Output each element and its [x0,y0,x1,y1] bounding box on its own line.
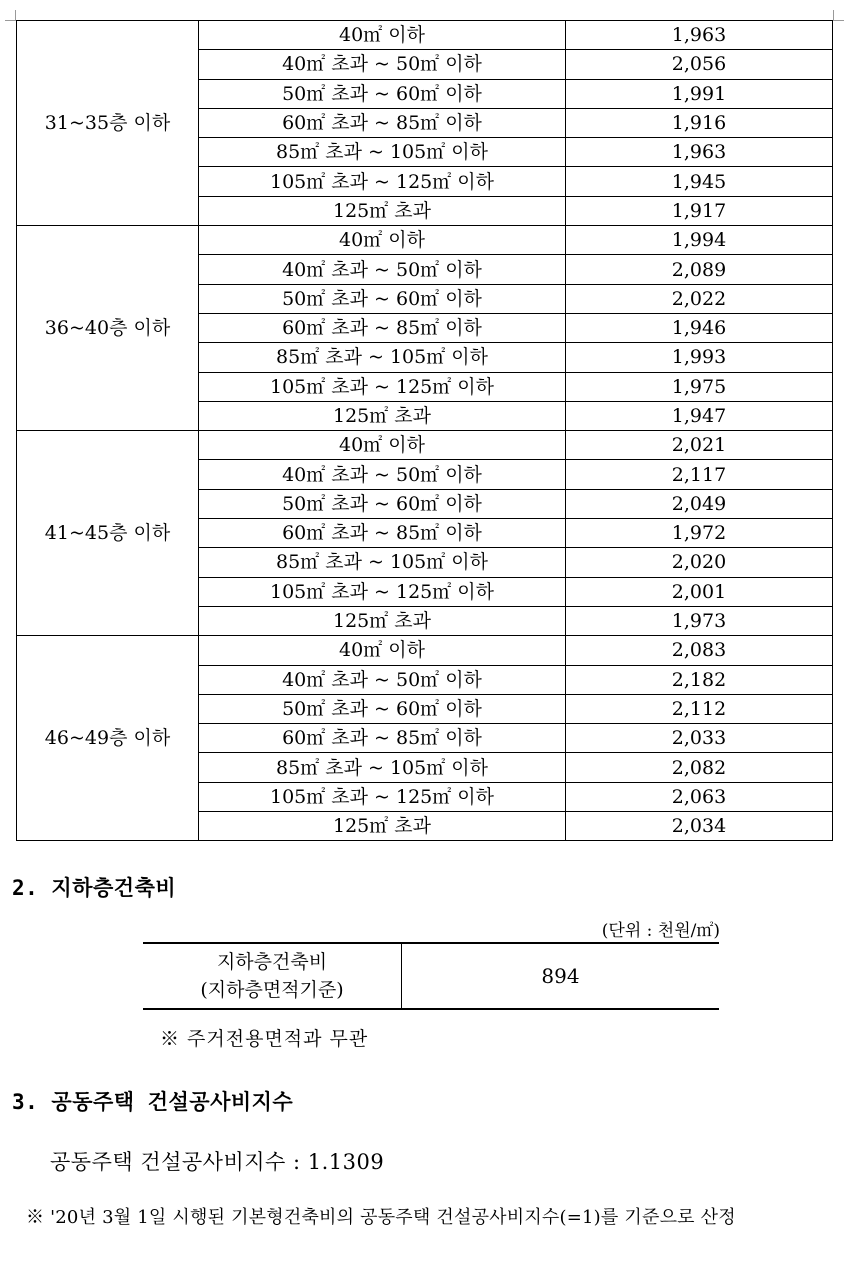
cost-value-cell: 1,994 [566,226,833,255]
cost-value-cell: 1,973 [566,606,833,635]
area-range-cell: 85㎡ 초과 ~ 105㎡ 이하 [199,753,566,782]
construction-index-line: 공동주택 건설공사비지수 : 1.1309 [50,1150,385,1174]
table-row [17,226,833,255]
cost-value-cell: 2,063 [566,782,833,811]
cost-value-cell: 2,056 [566,50,833,79]
cost-value-cell: 2,089 [566,255,833,284]
basement-cost-label-line2: (지하층면적기준) [200,979,344,1001]
cost-value-cell: 1,975 [566,372,833,401]
cost-value-cell: 1,963 [566,138,833,167]
area-range-cell: 50㎡ 초과 ~ 60㎡ 이하 [199,79,566,108]
cost-value-cell: 1,963 [566,21,833,50]
cost-value-cell: 1,917 [566,196,833,225]
cost-value-cell: 2,182 [566,665,833,694]
area-range-cell: 105㎡ 초과 ~ 125㎡ 이하 [199,372,566,401]
cost-value-cell: 2,083 [566,636,833,665]
area-range-cell: 60㎡ 초과 ~ 85㎡ 이하 [199,313,566,342]
floor-group-label: 31~35층 이하 [17,21,199,226]
cost-value-cell: 2,001 [566,577,833,606]
area-range-cell: 105㎡ 초과 ~ 125㎡ 이하 [199,167,566,196]
basement-note: ※ 주거전용면적과 무관 [160,1028,369,1050]
area-range-cell: 85㎡ 초과 ~ 105㎡ 이하 [199,548,566,577]
area-range-cell: 85㎡ 초과 ~ 105㎡ 이하 [199,138,566,167]
area-range-cell: 40㎡ 초과 ~ 50㎡ 이하 [199,460,566,489]
cost-value-cell: 2,034 [566,812,833,841]
cost-value-cell: 2,117 [566,460,833,489]
area-range-cell: 50㎡ 초과 ~ 60㎡ 이하 [199,489,566,518]
area-range-cell: 125㎡ 초과 [199,812,566,841]
area-range-cell: 125㎡ 초과 [199,606,566,635]
cost-value-cell: 2,112 [566,694,833,723]
area-range-cell: 60㎡ 초과 ~ 85㎡ 이하 [199,108,566,137]
table-row [17,21,833,50]
construction-cost-table-body [17,21,833,841]
cost-value-cell: 1,972 [566,519,833,548]
area-range-cell: 125㎡ 초과 [199,401,566,430]
area-range-cell: 40㎡ 이하 [199,226,566,255]
floor-group-label: 41~45층 이하 [17,431,199,636]
unit-label: (단위 : 천원/㎡) [601,921,720,941]
floor-group-label: 36~40층 이하 [17,226,199,431]
area-range-cell: 50㎡ 초과 ~ 60㎡ 이하 [199,694,566,723]
cost-value-cell: 1,993 [566,343,833,372]
crop-mark-top-left [5,10,16,21]
area-range-cell: 40㎡ 초과 ~ 50㎡ 이하 [199,255,566,284]
cost-value-cell: 1,947 [566,401,833,430]
floor-group-label: 46~49층 이하 [17,636,199,841]
table-row [17,431,833,460]
cost-value-cell: 2,021 [566,431,833,460]
basement-cost-value: 894 [541,964,580,988]
section-2-title: 2. 지하층건축비 [12,876,177,900]
cost-value-cell: 1,991 [566,79,833,108]
cost-value-cell: 1,946 [566,313,833,342]
cost-value-cell: 2,020 [566,548,833,577]
cost-value-cell: 2,033 [566,724,833,753]
area-range-cell: 60㎡ 초과 ~ 85㎡ 이하 [199,519,566,548]
area-range-cell: 85㎡ 초과 ~ 105㎡ 이하 [199,343,566,372]
area-range-cell: 40㎡ 초과 ~ 50㎡ 이하 [199,50,566,79]
area-range-cell: 50㎡ 초과 ~ 60㎡ 이하 [199,284,566,313]
area-range-cell: 125㎡ 초과 [199,196,566,225]
construction-cost-table [16,20,833,841]
cost-value-cell: 1,916 [566,108,833,137]
index-basis-note: ※ '20년 3월 1일 시행된 기본형건축비의 공동주택 건설공사비지수(=1)를 기준으로 산정 [26,1207,736,1228]
area-range-cell: 40㎡ 이하 [199,21,566,50]
cost-value-cell: 2,082 [566,753,833,782]
basement-cost-row [143,943,719,1009]
basement-cost-label [143,943,402,1009]
area-range-cell: 40㎡ 이하 [199,431,566,460]
cost-value-cell: 2,022 [566,284,833,313]
basement-cost-label-line1: 지하층건축비 [216,951,328,973]
crop-mark-top-right [833,10,844,21]
area-range-cell: 40㎡ 이하 [199,636,566,665]
area-range-cell: 60㎡ 초과 ~ 85㎡ 이하 [199,724,566,753]
cost-value-cell: 2,049 [566,489,833,518]
area-range-cell: 105㎡ 초과 ~ 125㎡ 이하 [199,782,566,811]
cost-value-cell: 1,945 [566,167,833,196]
basement-cost-table [143,942,719,1010]
section-3-title: 3. 공동주택 건설공사비지수 [12,1090,294,1114]
area-range-cell: 40㎡ 초과 ~ 50㎡ 이하 [199,665,566,694]
table-row [17,636,833,665]
area-range-cell: 105㎡ 초과 ~ 125㎡ 이하 [199,577,566,606]
